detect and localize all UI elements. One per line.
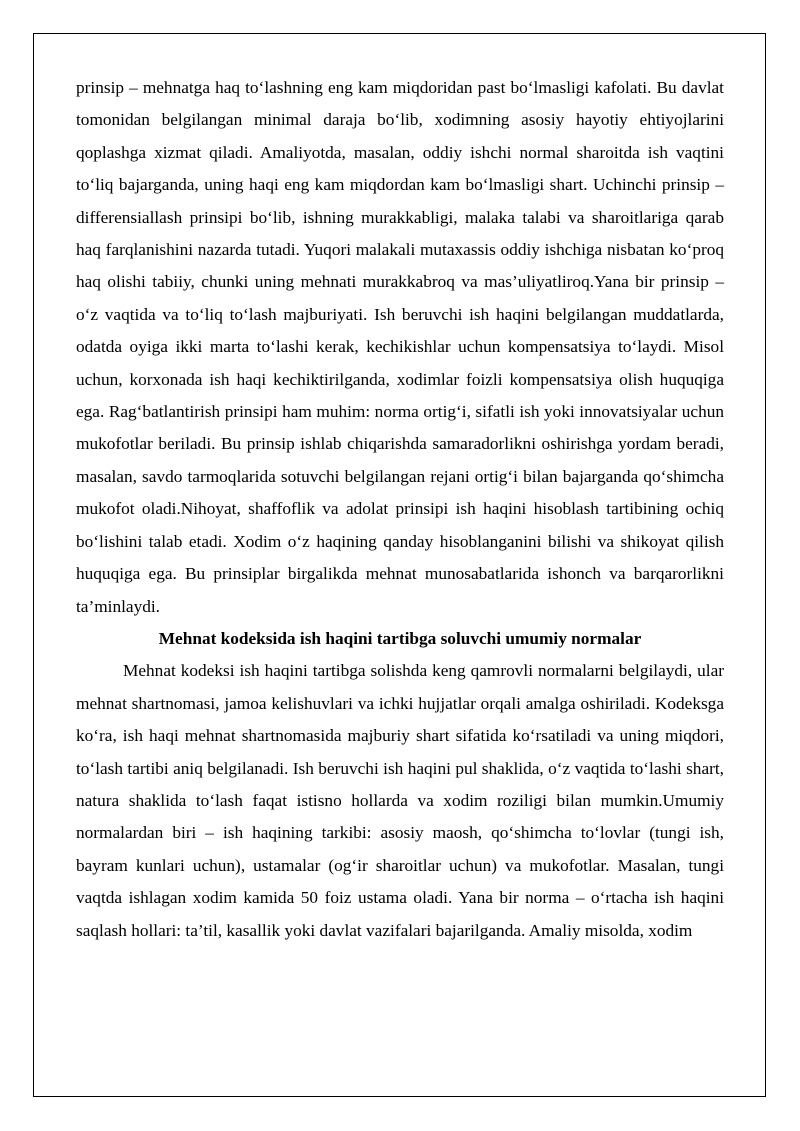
body-paragraph-labor-code: Mehnat kodeksi ish haqini tartibga solishda keng qamrovli normalarni belgilaydi, ular mehnat shartnomasi, jamoa kelishuvlari va ichki hujjatlar orqali amalga oshiriladi. Kodeksga ko‘ra, ish haqi mehnat shartnomasida majburiy shart sifatida ko‘rsatiladi va uning miqdori, to‘lash tartibi aniq belgilanadi. Ish beruvchi ish haqini pul shaklida, o‘z vaqtida to‘lashi shart, natura shaklida to‘lash faqat istisno hollarda va xodim roziligi bilan mumkin.Umumiy normalardan biri – ish haqining tarkibi: asosiy maosh, qo‘shimcha to‘lovlar (tungi ish, bayram kunlari uchun), ustamalar (og‘ir sharoitlar uchun) va mukofotlar. Masalan, tungi vaqtda ishlagan xodim kamida 50 foiz ustama oladi. Yana bir norma – o‘rtacha ish haqini saqlash hollari: ta’til, kasallik yoki davlat vazifalari bajarilganda. Amaliy misolda, xodim — [76, 661, 724, 940]
section-heading: Mehnat kodeksida ish haqini tartibga soluvchi umumiy normalar — [158, 628, 642, 648]
page-content — [76, 72, 724, 947]
body-paragraph-principles: prinsip – mehnatga haq to‘lashning eng kam miqdoridan past bo‘lmasligi kafolati. Bu davlat tomonidan belgilangan minimal daraja bo‘lib, xodimning asosiy hayotiy ehtiyojlarini qoplashga xizmat qiladi. Amaliyotda, masalan, oddiy ishchi normal sharoitda ish vaqtini to‘liq bajarganda, uning haqi eng kam miqdordan kam bo‘lmasligi shart. Uchinchi prinsip – differensiallash prinsipi bo‘lib, ishning murakkabligi, malaka talabi va sharoitlariga qarab haq farqlanishini nazarda tutadi. Yuqori malakali mutaxassis oddiy ishchiga nisbatan ko‘proq haq olishi tabiiy, chunki uning mehnati murakkabroq va mas’uliyatliroq.Yana bir prinsip – o‘z vaqtida va to‘liq to‘lash majburiyati. Ish beruvchi ish haqini belgilangan muddatlarda, odatda oyiga ikki marta to‘lashi kerak, kechikishlar uchun kompensatsiya to‘laydi. Misol uchun, korxonada ish haqi kechiktirilganda, xodimlar foizli kompensatsiya olish huquqiga ega. Rag‘batlantirish prinsipi ham muhim: norma ortig‘i, sifatli ish yoki innovatsiyalar uchun mukofotlar beriladi. Bu prinsip ishlab chiqarishda samaradorlikni oshirishga yordam beradi, masalan, savdo tarmoqlarida sotuvchi belgilangan rejani ortig‘i bilan bajarganda qo‘shimcha mukofot oladi.Nihoyat, shaffoflik va adolat prinsipi ish haqini hisoblash tartibining ochiq bo‘lishini talab etadi. Xodim o‘z haqining qanday hisoblanganini bilishi va shikoyat qilish huquqiga ega. Bu prinsiplar birgalikda mehnat munosabatlarida ishonch va barqarorlikni ta’minlaydi. — [76, 78, 724, 616]
